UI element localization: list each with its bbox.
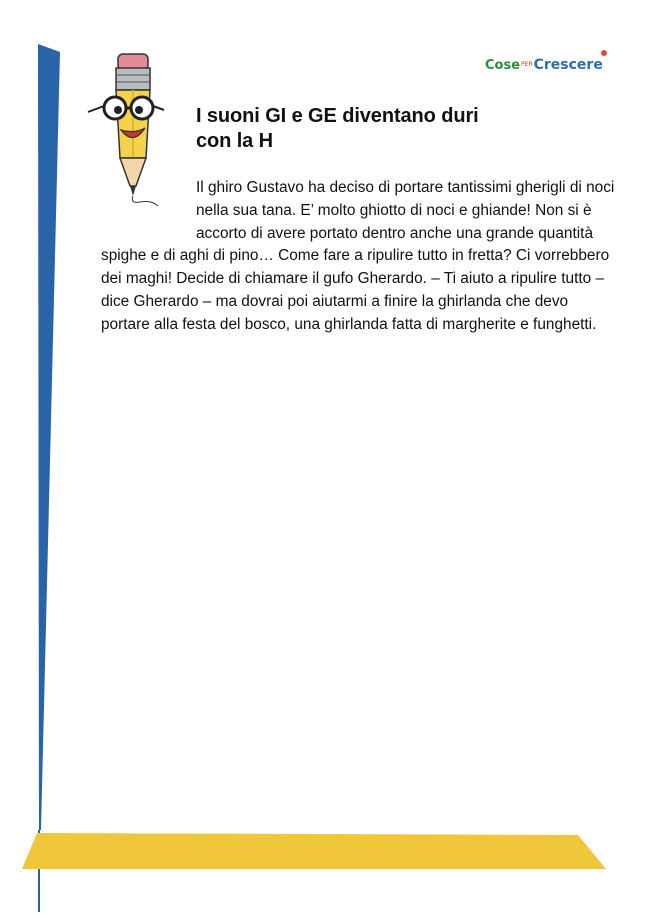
page-title xyxy=(196,104,576,154)
logo-word-per: PER xyxy=(521,61,533,68)
page-title-line-1: I suoni GI e GE diventano duri xyxy=(196,105,479,127)
text-indent-spacer xyxy=(101,177,196,223)
logo-word-crescere: Crescere xyxy=(533,57,603,73)
logo-house-icon xyxy=(601,50,607,56)
page-title-line-2: con la H xyxy=(196,130,273,152)
story-text: Il ghiro Gustavo ha deciso di portare tantissimi gherigli di noci nella sua tana. E’ molto ghiotto di noci e ghiande! Non si è accorto di avere portato dentro anche una grande quantità spighe e di aghi di pino… Come fare a ripulire tutto in fretta? Ci vorrebbero dei maghi! Decide di chiamare il gufo Gherardo. – Ti aiuto a ripulire tutto – dice Gherardo – ma dovrai poi aiutarmi a finire la ghirlanda che devo portare alla festa del bosco, una ghirlanda fatta di margherite e funghetti. xyxy=(101,179,615,333)
logo-word-cose: Cose xyxy=(485,58,521,73)
cose-per-crescere-logo xyxy=(485,54,610,76)
story-paragraph xyxy=(101,177,621,337)
